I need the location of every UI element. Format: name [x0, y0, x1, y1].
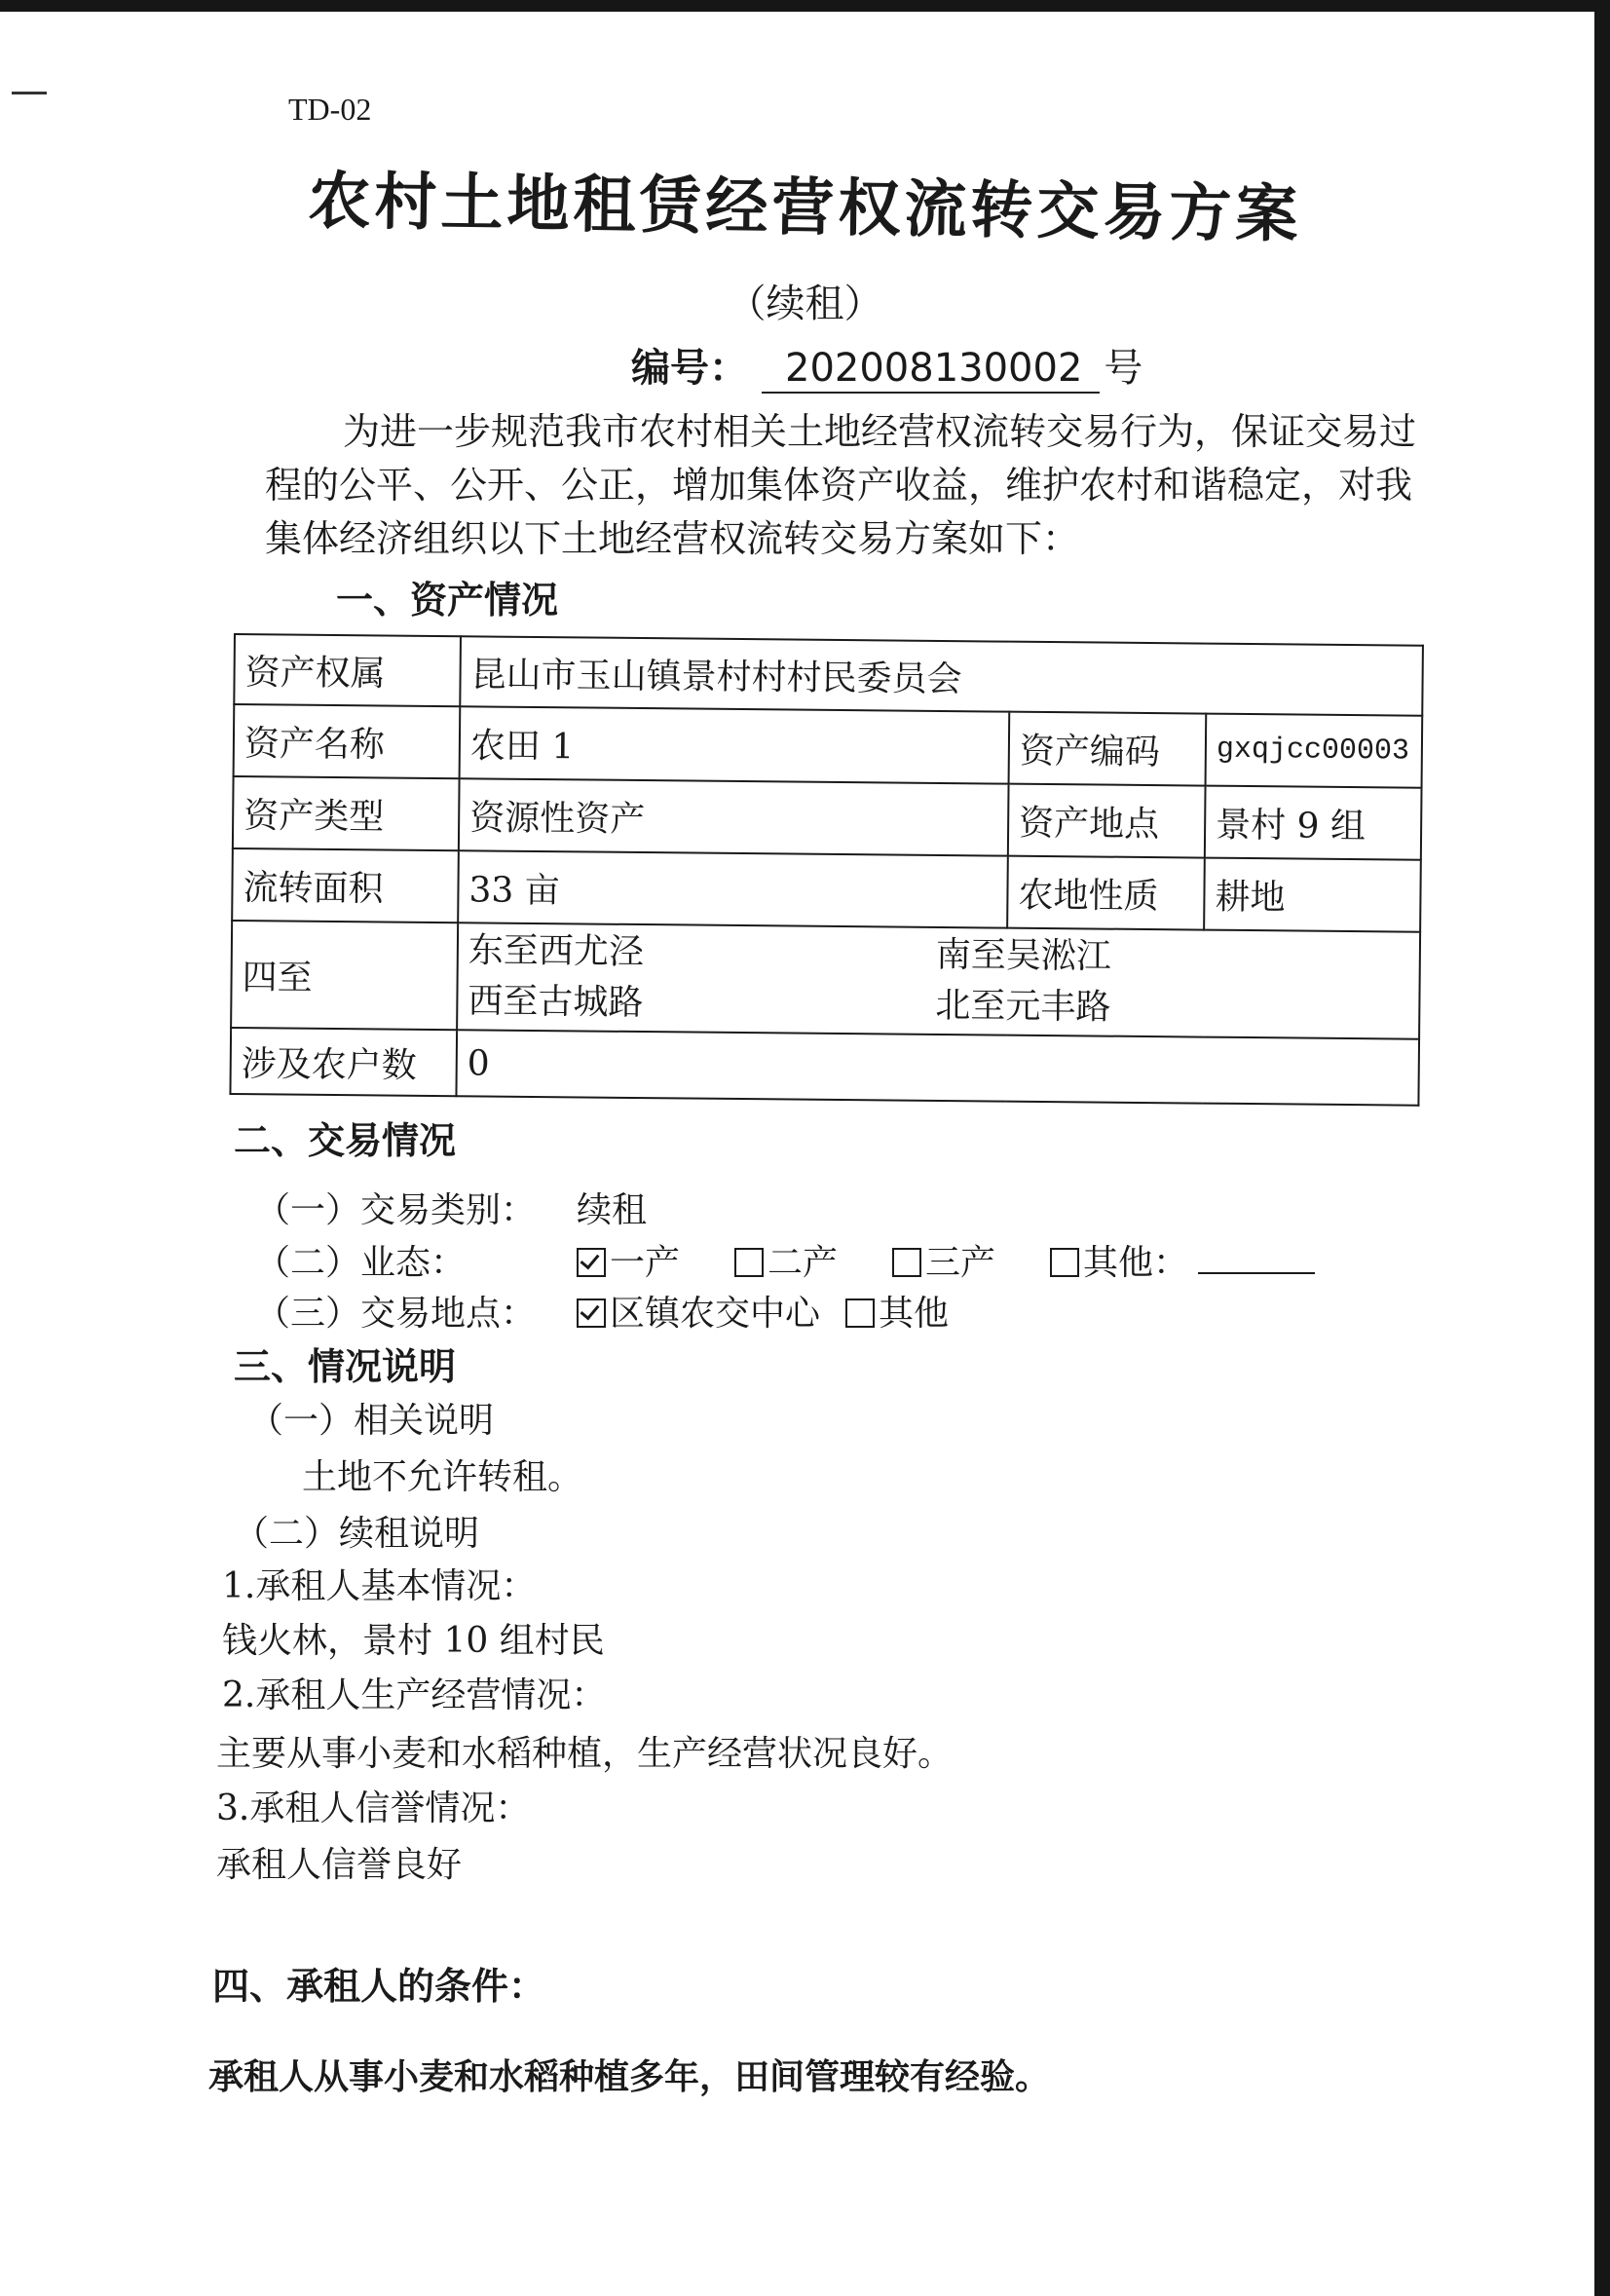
industry-row — [255, 1235, 1315, 1285]
owner-value: 昆山市玉山镇景村村村民委员会 — [460, 636, 1423, 715]
nature-value: 耕地 — [1204, 858, 1421, 932]
households-value: 0 — [456, 1030, 1419, 1105]
industry-option-primary[interactable]: 一产 — [577, 1235, 680, 1285]
item3-text: 承租人信誉良好 — [216, 1845, 463, 1885]
code-value: gxqjcc00003 — [1206, 714, 1423, 788]
category-label: （一）交易类别： — [255, 1190, 537, 1230]
intro-paragraph-box — [265, 405, 1434, 566]
name-label: 资产名称 — [234, 704, 461, 778]
boundary-south: 南至吴淞江 — [935, 934, 1112, 977]
owner-label: 资产权属 — [234, 634, 461, 706]
sub1-heading: （一）相关说明 — [248, 1401, 495, 1441]
industry-option-tertiary[interactable]: 三产 — [892, 1235, 995, 1285]
place-option-other[interactable]: 其他 — [845, 1286, 949, 1336]
boundary-label: 四至 — [231, 921, 458, 1030]
document-code: TD-02 — [288, 92, 372, 127]
checkbox-icon[interactable] — [1050, 1248, 1079, 1277]
table-row — [230, 1028, 1419, 1106]
industry-option-secondary[interactable]: 二产 — [734, 1235, 838, 1285]
area-label: 流转面积 — [232, 848, 459, 922]
checkbox-icon[interactable] — [845, 1299, 875, 1328]
place-row — [255, 1286, 1003, 1336]
table-row — [231, 921, 1420, 1039]
code-label: 资产编码 — [1009, 712, 1207, 786]
item3-heading: 3.承租人信誉情况： — [216, 1788, 531, 1828]
name-value: 农田 1 — [460, 706, 1010, 783]
document-title: 农村土地租赁经营权流转交易方案 — [307, 165, 1302, 252]
table-row — [234, 634, 1423, 716]
type-value: 资源性资产 — [459, 778, 1009, 855]
serial-line — [631, 337, 1142, 394]
location-label: 资产地点 — [1008, 784, 1206, 858]
location-value: 景村 9 组 — [1205, 786, 1422, 860]
place-label: （三）交易地点： — [255, 1294, 537, 1334]
scan-mark — [12, 92, 47, 94]
table-row — [232, 848, 1421, 932]
serial-number: 202008130002 — [762, 345, 1100, 394]
boundary-north: 北至元丰路 — [935, 985, 1111, 1028]
intro-paragraph: 为进一步规范我市农村相关土地经营权流转交易行为，保证交易过程的公平、公开、公正，增加集体资产收益，维护农村和谐稳定，对我集体经济组织以下土地经营权流转交易方案如下： — [265, 410, 1417, 560]
checkbox-checked-icon[interactable] — [577, 1299, 606, 1328]
item1-text: 钱火林，景村 10 组村民 — [222, 1621, 605, 1661]
asset-table — [229, 633, 1423, 1107]
transaction-category-row — [255, 1183, 647, 1232]
category-value: 续租 — [577, 1190, 648, 1230]
sub2-heading: （二）续租说明 — [234, 1514, 480, 1554]
checkbox-checked-icon[interactable] — [577, 1248, 606, 1277]
table-row — [233, 776, 1422, 860]
section2-heading: 二、交易情况 — [234, 1119, 457, 1162]
boundary-east: 东至西尤泾 — [468, 930, 645, 973]
area-value: 33 亩 — [458, 850, 1008, 927]
table-row — [234, 704, 1423, 788]
industry-label: （二）业态： — [255, 1243, 467, 1283]
item1-heading: 1.承租人基本情况： — [222, 1566, 537, 1606]
serial-suffix: 号 — [1104, 346, 1143, 391]
households-label: 涉及农户数 — [230, 1028, 457, 1096]
other-blank-line — [1198, 1272, 1315, 1274]
place-option-center[interactable]: 区镇农交中心 — [577, 1286, 820, 1336]
item2-text: 主要从事小麦和水稻种植，生产经营状况良好。 — [216, 1734, 954, 1774]
section4-text: 承租人从事小麦和水稻种植多年，田间管理较有经验。 — [208, 2057, 1051, 2097]
scan-edge-top — [0, 0, 1610, 12]
section4-heading: 四、承租人的条件： — [212, 1965, 546, 2008]
scan-edge-right — [1594, 0, 1610, 2296]
section3-heading: 三、情况说明 — [234, 1345, 457, 1388]
section1-heading: 一、资产情况 — [336, 579, 559, 621]
item2-heading: 2.承租人生产经营情况： — [222, 1675, 607, 1715]
boundary-west: 西至古城路 — [468, 981, 644, 1024]
nature-label: 农地性质 — [1007, 856, 1205, 930]
sub1-text: 土地不允许转租。 — [302, 1457, 583, 1497]
document-subtitle: （续租） — [727, 282, 883, 326]
boundary-value — [457, 922, 1420, 1038]
checkbox-icon[interactable] — [734, 1248, 764, 1277]
serial-label: 编号： — [631, 346, 748, 391]
checkbox-icon[interactable] — [892, 1248, 921, 1277]
industry-option-other[interactable]: 其他： — [1050, 1235, 1315, 1285]
type-label: 资产类型 — [233, 776, 460, 850]
